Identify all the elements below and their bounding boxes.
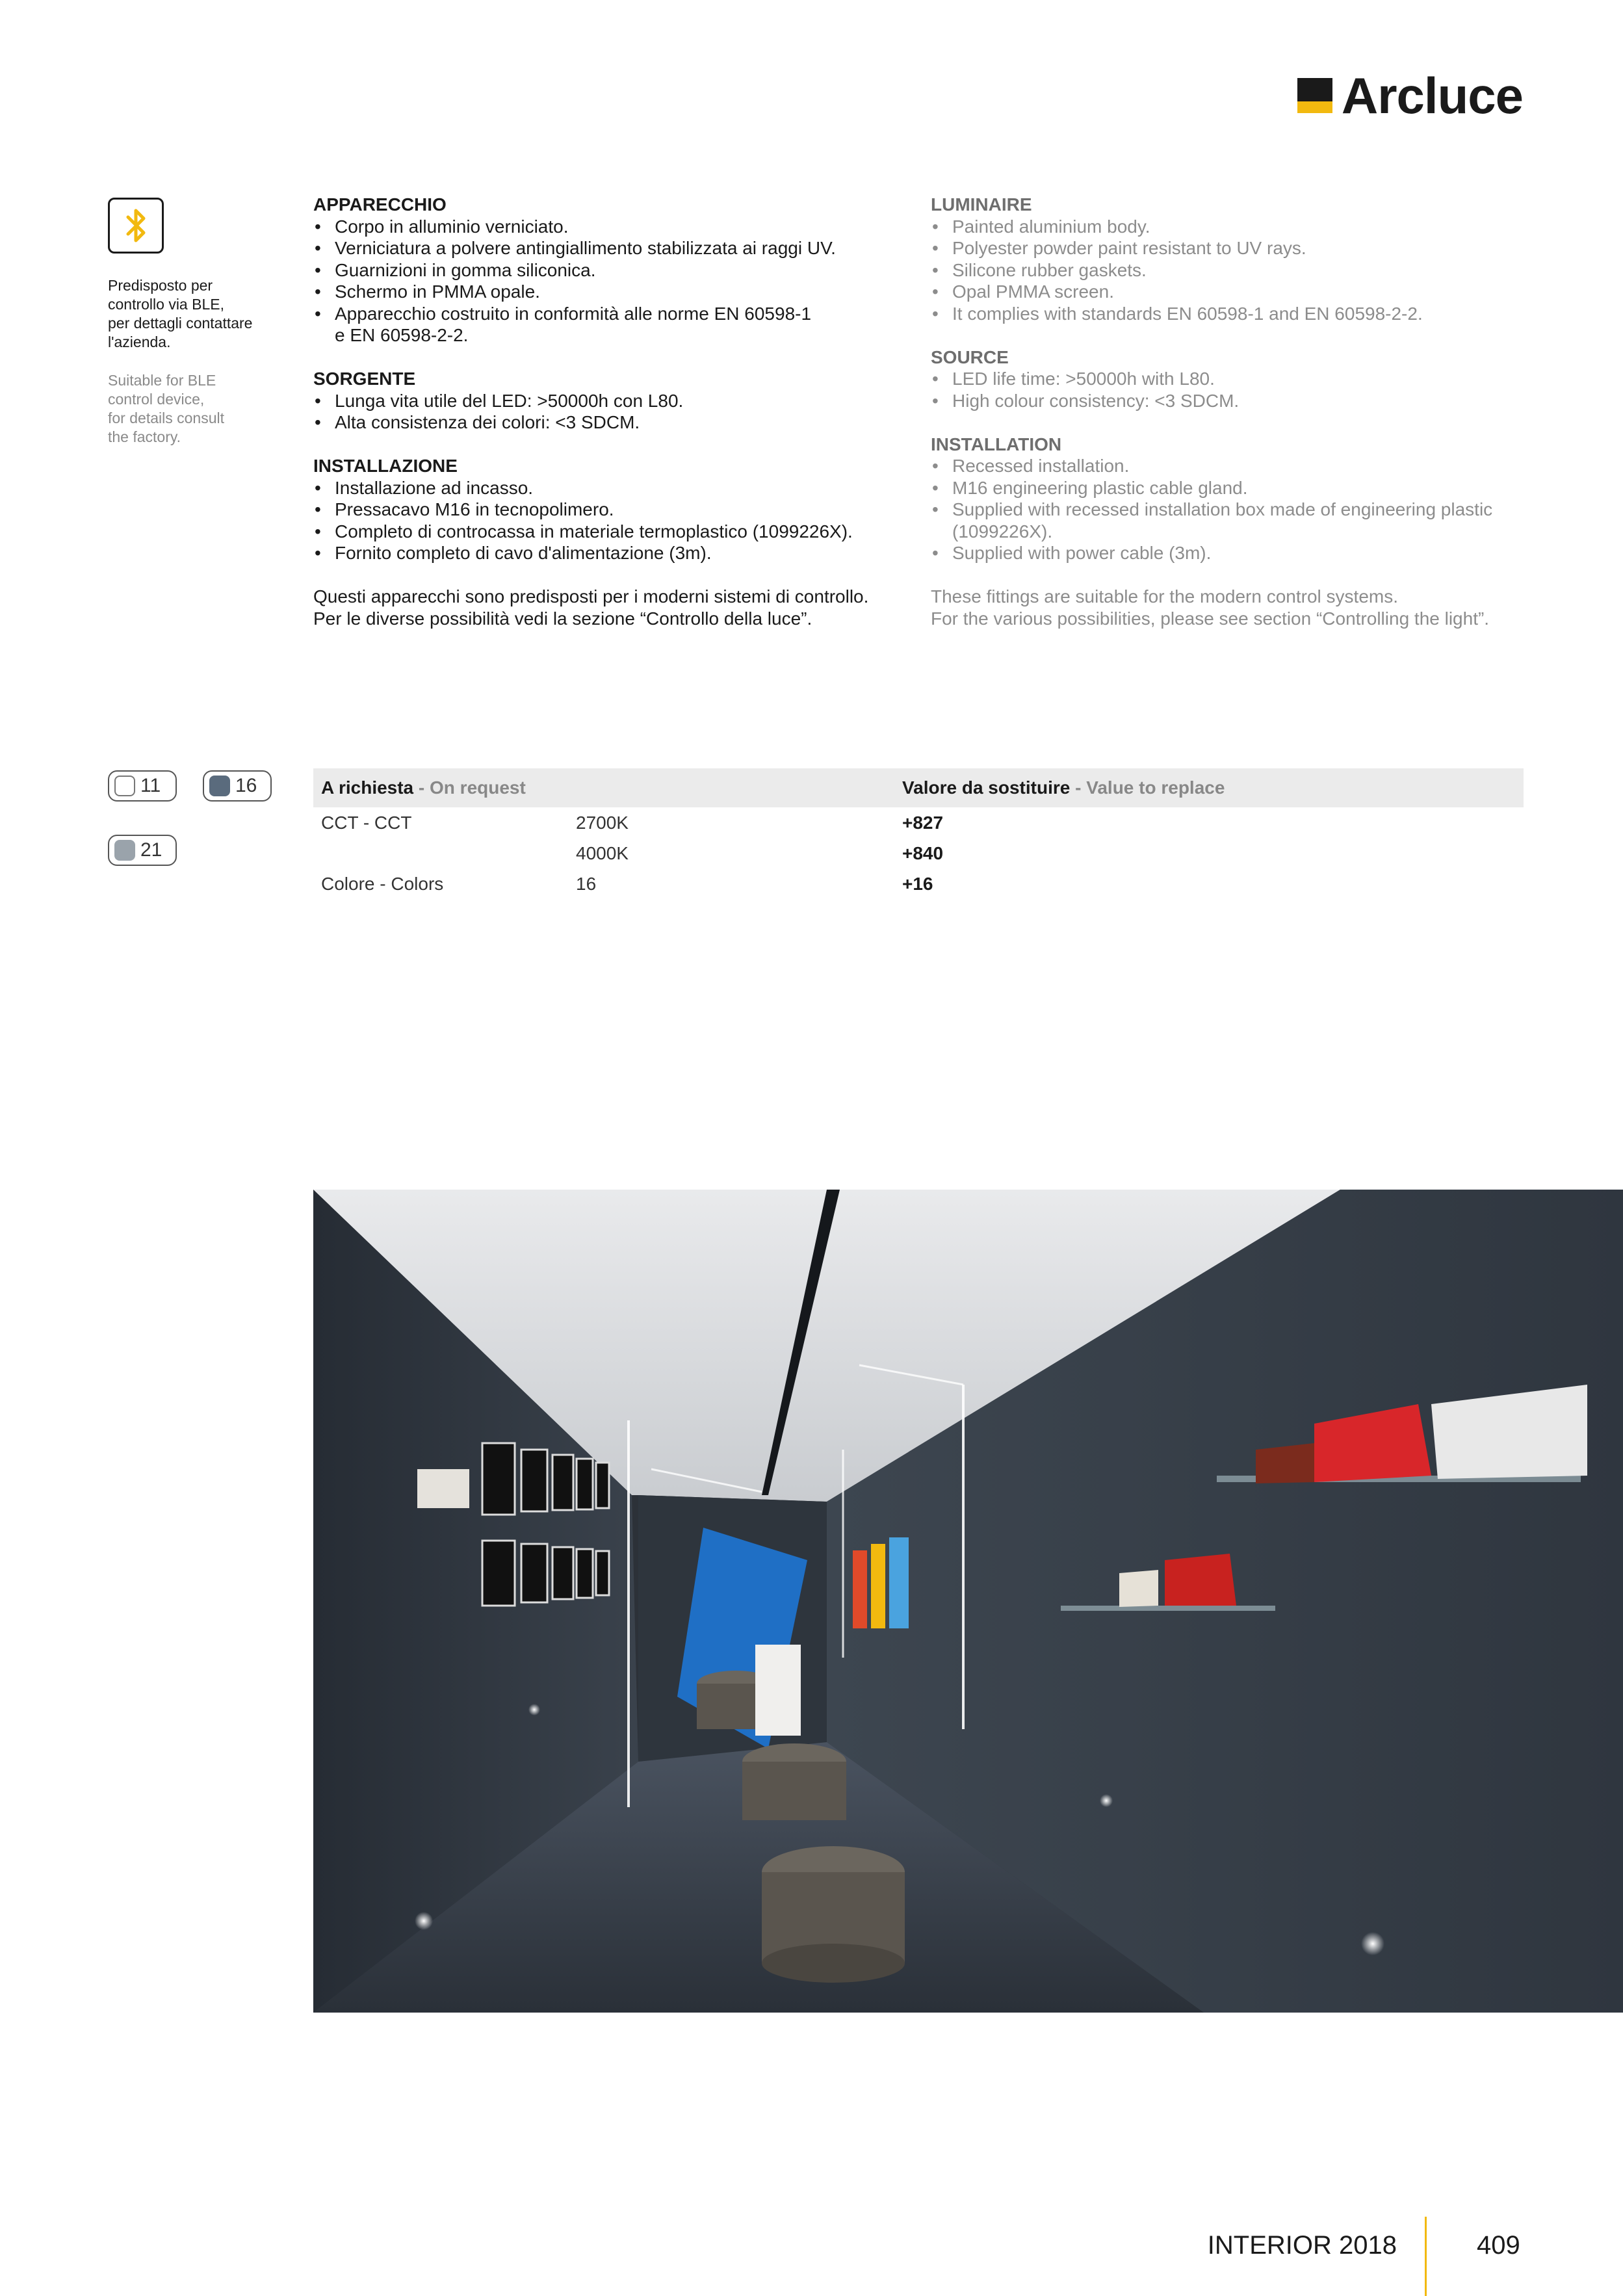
row-option: 4000K — [576, 843, 629, 863]
logo-mark-icon — [1297, 78, 1332, 113]
section-footer-title: INTERIOR 2018 — [1207, 2231, 1397, 2260]
interior-gallery-photo — [313, 1190, 1623, 2013]
list-item-continuation: (1099226X). — [952, 521, 1053, 541]
note-line: Predisposto per — [108, 277, 213, 294]
list-item: • Completo di controcassa in materiale termoplastico (1099226X). — [313, 521, 898, 543]
bullet-list — [931, 455, 1529, 521]
options-table-header — [313, 768, 1524, 807]
color-swatch — [114, 776, 135, 796]
list-item: • Opal PMMA screen. — [931, 281, 1529, 303]
list-item: • Guarnizioni in gomma siliconica. — [313, 259, 898, 281]
header-on-request: A richiesta - On request — [321, 777, 526, 798]
footer-divider — [1425, 2217, 1427, 2296]
note-line: per dettagli contattare — [108, 315, 253, 332]
bullet-list — [313, 216, 898, 325]
color-code: 11 — [140, 775, 161, 796]
section-title: INSTALLATION — [931, 434, 1062, 454]
section-title: LUMINAIRE — [931, 194, 1032, 215]
note-line: These fittings are suitable for the modern control systems. — [931, 586, 1398, 607]
row-option: 2700K — [576, 813, 629, 833]
note-line: Questi apparecchi sono predisposti per i moderni sistemi di controllo. — [313, 586, 869, 607]
list-item: • Painted aluminium body. — [931, 216, 1529, 238]
list-item: • Lunga vita utile del LED: >50000h con L80. — [313, 390, 898, 412]
ble-note-italian — [108, 276, 277, 352]
color-swatch — [209, 776, 230, 796]
bullet-list — [313, 390, 898, 434]
list-item: • Corpo in alluminio verniciato. — [313, 216, 898, 238]
color-chip-16 — [203, 770, 272, 802]
list-item: • Pressacavo M16 in tecnopolimero. — [313, 499, 898, 521]
row-label: Colore - Colors — [321, 874, 444, 894]
list-item: • Supplied with recessed installation box made of engineering plastic — [931, 499, 1529, 521]
section-title: SORGENTE — [313, 369, 416, 389]
note-line: l'azienda. — [108, 333, 171, 350]
note-line: for details consult — [108, 410, 224, 426]
bullet-list — [931, 542, 1529, 564]
color-code: 16 — [235, 775, 257, 796]
row-label: CCT - CCT — [321, 813, 412, 833]
note-line: the factory. — [108, 428, 181, 445]
color-chip-11 — [108, 770, 177, 802]
list-item: • Alta consistenza dei colori: <3 SDCM. — [313, 411, 898, 434]
note-line: controllo via BLE, — [108, 296, 224, 313]
row-value: +16 — [902, 874, 933, 894]
note-line: control device, — [108, 391, 205, 408]
list-item: • Installazione ad incasso. — [313, 477, 898, 499]
list-item: • Apparecchio costruito in conformità alle norme EN 60598-1 — [313, 303, 898, 325]
bullet-list — [313, 477, 898, 564]
italian-specs — [313, 194, 898, 629]
brand-logo — [1297, 67, 1523, 124]
row-option: 16 — [576, 874, 597, 894]
list-item: • Verniciatura a polvere antingiallimento stabilizzata ai raggi UV. — [313, 237, 898, 259]
section-title: INSTALLAZIONE — [313, 456, 458, 476]
color-chip-21 — [108, 835, 177, 866]
control-note — [313, 586, 898, 629]
list-item: • Fornito completo di cavo d'alimentazione (3m). — [313, 542, 898, 564]
list-item-continuation: e EN 60598-2-2. — [335, 325, 469, 345]
note-line: Per le diverse possibilità vedi la sezione “Controllo della luce”. — [313, 608, 812, 629]
list-item: • It complies with standards EN 60598-1 and EN 60598-2-2. — [931, 303, 1529, 325]
note-line: For the various possibilities, please see section “Controlling the light”. — [931, 608, 1490, 629]
list-item: • High colour consistency: <3 SDCM. — [931, 390, 1529, 412]
control-note — [931, 586, 1529, 629]
bluetooth-icon — [108, 198, 164, 254]
note-line: Suitable for BLE — [108, 372, 216, 389]
bullet-list — [931, 216, 1529, 325]
list-item: • Supplied with power cable (3m). — [931, 542, 1529, 564]
list-item: • Polyester powder paint resistant to UV rays. — [931, 237, 1529, 259]
english-specs — [931, 194, 1529, 629]
list-item: • Schermo in PMMA opale. — [313, 281, 898, 303]
color-swatch — [114, 840, 135, 861]
section-title: APPARECCHIO — [313, 194, 447, 215]
bullet-list — [931, 368, 1529, 411]
list-item: • LED life time: >50000h with L80. — [931, 368, 1529, 390]
list-item: • Silicone rubber gaskets. — [931, 259, 1529, 281]
color-code: 21 — [140, 839, 162, 861]
header-value-to-replace: Valore da sostituire - Value to replace — [902, 777, 1225, 798]
list-item: • M16 engineering plastic cable gland. — [931, 477, 1529, 499]
ble-note-english — [108, 371, 277, 447]
section-title: SOURCE — [931, 346, 1009, 367]
list-item: • Recessed installation. — [931, 455, 1529, 477]
row-value: +827 — [902, 813, 944, 833]
page-number: 409 — [1477, 2231, 1520, 2260]
brand-name: Arcluce — [1341, 67, 1523, 124]
row-value: +840 — [902, 843, 944, 863]
